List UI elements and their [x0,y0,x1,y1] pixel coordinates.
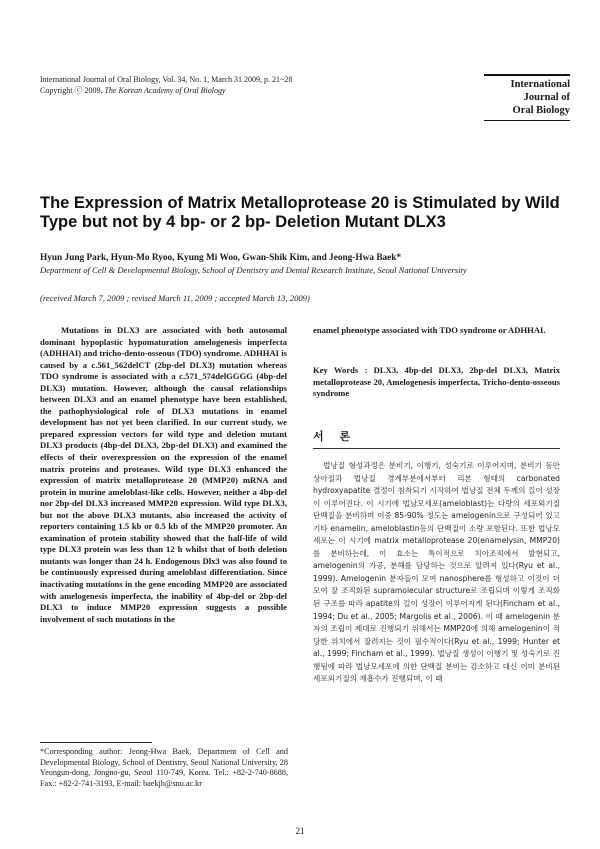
page-number: 21 [295,826,305,836]
journal-name-line-2: Journal of [523,92,570,103]
author-list: Hyun Jung Park, Hyun-Mo Ryoo, Kyung Mi Woo, Gwan-Shik Kim, and Jeong-Hwa Baek* [40,253,402,263]
journal-name-line-1: International [510,79,570,90]
abstract-text: Mutations in DLX3 are associated with both autosomal dominant hypoplastic hypomaturation amelogenesis imperfecta (ADHHAI) and tricho-dento-osseous (TDO) syndrome. ADHHAI is caused by a c.561_562delCT (2bp-del DLX3) mutation whereas TDO syndrome is associated with a c.571_574delGGGG (4bp-del DLX3) mutation. However, although the causal relationships between DLX3 and an enamel phenotype have been established, the pathophysiological role of DLX3 mutations in enamel development has not yet been clarified. In our current study, we prepared expression vectors for wild type and deletion mutant DLX3 products (4bp-del DLX3, 2bp-del DLX3) and examined the effects of their overexpression on the expression of the enamel matrix proteins and proteases. Wild type DLX3 enhanced the expression of matrix metalloprotease 20 (MMP20) mRNA and protein in murine ameloblast-like cells. However, neither a 4bp-del nor 2bp-del DLX3 increased MMP20 expression. Wild type DLX3, but not the above DLX3 mutants, also increased the activity of reporters containing 1.5 kb or 0.5 kb of the MMP20 promoter. An examination of protein stability showed that the half-life of wild type DLX3 protein was less than 12 h whilst that of both deletion mutants was longer than 24 h. Endogenous Dlx3 was also found to be continuously expressed during ameloblast differentiation. Since inactivating mutations in the gene encoding MMP20 are associated with amelogenesis imperfecta, the inability of 4bp-del or 2bp-del DLX3 to induce MMP20 expression suggests a possible involvement of such mutations in the [40,325,287,624]
received-dates: (received March 7, 2009 ; revised March 11, 2009 ; accepted March 13, 2009) [40,293,310,303]
copyright-prefix: Copyright ⓒ 2009, [40,86,105,95]
citation-line: International Journal of Oral Biology, Vol. 34, No. 1, March 31 2009, p. 21~28 [40,75,293,84]
keywords: Key Words : DLX3, 4bp-del DLX3, 2bp-del DLX3, Matrix metalloprotease 20, Amelogenesis imperfecta, Tricho-dento-osseous syndrome [313,365,560,399]
abstract-continuation: enamel phenotype associated with TDO syndrome or ADHHAI. [313,325,546,335]
corresponding-author-footnote: *Corresponding author: Jeong-Hwa Baek, Department of Cell and Developmental Biology, School of Dentistry, Seoul National University, 28 Yeongun-dong, Jongno-gu, Seoul 110-749, Korea. Tel.: +82-2-740-8688, Fax.: +82-2-741-3193, E-mail: baekjh@snu.ac.kr [40,747,288,788]
article-title: The Expression of Matrix Metalloprotease 20 is Stimulated by Wild Type but not by 4 bp- or 2 bp- Deletion Mutant DLX3 [40,194,560,231]
introduction-paragraph: 법낭질 형성과정은 분비기, 이행기, 성숙기로 이루어지며, 분비기 동안 상아질과 법낭질 경계부분에서부터 리본 형태의 carbonated hydroxyapatite 결정이 침착되기 시작하여 법낭질 전체 두께의 길이 성장이 이루어진다. 이 시기에 법낭모세포(ameloblast)는 다량의 세포외기질 단백질을 분비하며 이중 85-90% 정도는 amelogenin으로 구성되어 있고 기타 enamelin, ameloblastin등의 단백질이 소량 포함된다. 또한 법낭모세포는 이 시기에 matrix metalloprotease 20(enamelysin, MMP20)를 분비하는데, 이 효소는 특이적으로 치아조직에서 발현되고, amelogenin의 가공, 분해를 담당하는 것으로 알려져 있다(Ryu et al., 1999). Amelogenin 분자들이 모여 nanosphere를 형성하고 이것이 더 모여 잘 조직화된 supramolecular structure로 조립되며 이렇게 조직화된 구조를 따라 apatite의 길이 성장이 이루어지게 된다(Fincham et al., 1994; Du et al., 2005; Margolis et al., 2006). 이 때 amelogenin 분자의 조립이 제대로 진행되기 위해서는 MMP20에 의해 amelogenin이 적당한 위치에서 잘려지는 것이 필수적이다(Ryu et al., 1999; Hunter et al., 1999; Fincham et al., 1999). 법낭질 생성이 이행기 및 성숙기로 진행됨에 따라 법낭모세포에 의한 단백질 분비는 감소하고 대신 이미 분비된 세포외기질의 재흡수가 진행되며, 이 때 [313,461,560,684]
journal-name-line-3: Oral Biology [512,105,570,116]
copyright-line [40,85,292,96]
section-heading-rule [313,448,560,449]
section-heading-introduction: 서 론 [313,430,357,443]
affiliation: Department of Cell & Developmental Biology, School of Dentistry and Dental Research Institute, Seoul National University [40,265,467,275]
copyright-holder: The Korean Academy of Oral Biology [104,86,226,95]
footnote-divider [40,742,152,743]
journal-header [40,74,292,96]
journal-name-box [484,74,570,121]
